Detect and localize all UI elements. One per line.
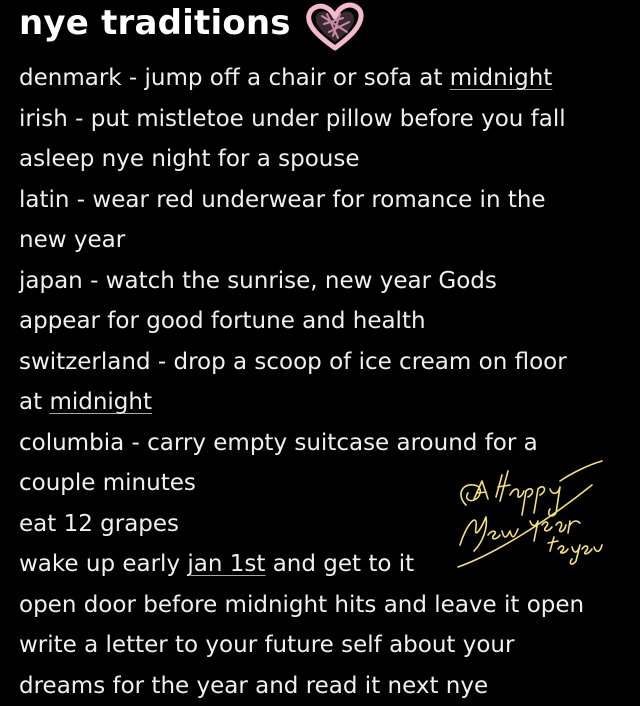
detected-date-link[interactable]: jan 1st	[187, 551, 265, 577]
note-line-text: irish - put mistletoe under pillow before you fall	[19, 106, 566, 132]
note-body[interactable]	[19, 58, 629, 706]
note-line-text: latin - wear red underwear for romance in the	[19, 187, 546, 213]
note-line	[19, 301, 629, 342]
note-title: nye traditions	[19, 0, 291, 46]
note-line-text: appear for good fortune and health	[19, 308, 426, 334]
note-line-text: couple minutes	[19, 470, 196, 496]
heart-icon	[305, 2, 365, 52]
note-line	[19, 220, 629, 261]
note-line-text: and get to it	[265, 551, 414, 577]
note-line	[19, 99, 629, 140]
note-line	[19, 342, 629, 383]
note-line	[19, 382, 629, 423]
note-line-text: write a letter to your future self about your	[19, 632, 514, 658]
note-line-text: eat 12 grapes	[19, 511, 179, 537]
note-line	[19, 625, 629, 666]
note-line	[19, 585, 629, 626]
note-line-text: wake up early	[19, 551, 187, 577]
note-line-text: japan - watch the sunrise, new year Gods	[19, 268, 497, 294]
note-line-text: at	[19, 389, 49, 415]
note-line-text: open door before midnight hits and leave it open	[19, 592, 584, 618]
note-line-text: asleep nye night for a spouse	[19, 146, 360, 172]
note-line-text: dreams for the year and read it next nye	[19, 673, 488, 699]
note-line	[19, 180, 629, 221]
happy-new-year-sticker	[452, 455, 612, 575]
note-line-text: columbia - carry empty suitcase around for a	[19, 430, 538, 456]
note-line-text: switzerland - drop a scoop of ice cream on floor	[19, 349, 567, 375]
detected-date-link[interactable]: midnight	[49, 389, 152, 415]
note-line	[19, 261, 629, 302]
note-line	[19, 58, 629, 99]
note-line-text: denmark - jump off a chair or sofa at	[19, 65, 450, 91]
note-line-text: new year	[19, 227, 125, 253]
note-title-row	[19, 0, 365, 46]
detected-date-link[interactable]: midnight	[450, 65, 553, 91]
note-line	[19, 139, 629, 180]
